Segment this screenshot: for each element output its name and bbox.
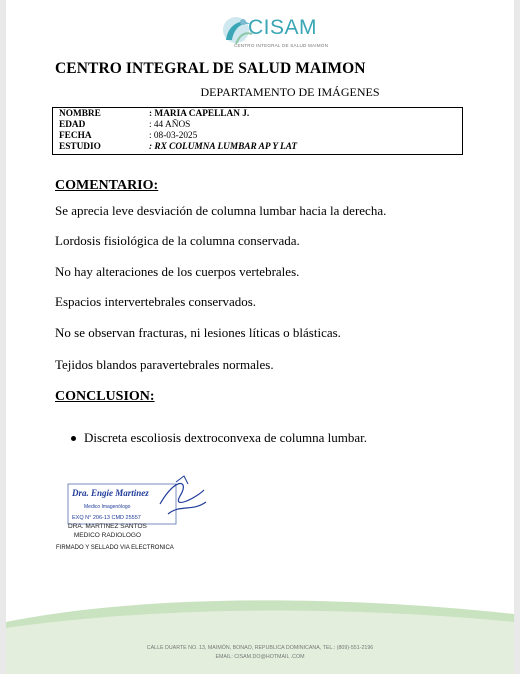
comment-line: Tejidos blandos paravertebrales normales. <box>55 357 274 372</box>
department-title: DEPARTAMENTO DE IMÁGENES <box>200 85 380 99</box>
footer-email: EMAIL: CISAM.DO@HOTMAIL .COM <box>215 654 305 660</box>
info-value: : MARIA CAPELLAN J. <box>149 109 250 119</box>
signature-note: FIRMADO Y SELLADO VIA ELECTRONICA <box>56 545 174 551</box>
logo-wordmark: CISAM <box>248 16 318 39</box>
comment-line: Lordosis fisiológica de la columna conservada. <box>55 233 300 248</box>
comment-line: No se observan fracturas, ni lesiones líticas o blásticas. <box>55 325 341 340</box>
info-value: : RX COLUMNA LUMBAR AP Y LAT <box>149 142 298 152</box>
comment-heading: COMENTARIO: <box>55 178 159 193</box>
footer-address: CALLE DUARTE NO. 13, MAIMÓN, BONAO, REPUBLICA DOMINICANA, TEL.: (809)-551-2196 <box>146 645 374 651</box>
info-label: ESTUDIO <box>59 142 101 152</box>
conclusion-item: Discreta escoliosis dextroconvexa de columna lumbar. <box>84 430 368 445</box>
info-label: EDAD <box>59 120 86 130</box>
stamp-role: Medico Imagenólogo <box>84 504 131 510</box>
signer-block <box>68 522 147 540</box>
info-label: NOMBRE <box>59 109 101 119</box>
bullet-icon <box>71 436 76 441</box>
patient-info-box <box>52 107 463 155</box>
info-value: : 44 AÑOS <box>149 120 191 130</box>
signer-role: MEDICO RADIOLOGO <box>73 532 142 539</box>
comment-line: Espacios intervertebrales conservados. <box>55 294 257 309</box>
comment-line: No hay alteraciones de los cuerpos vertebrales. <box>55 264 300 279</box>
info-label: FECHA <box>59 131 92 141</box>
stamp-exequatur: EXQ N° 206-13 CMD 25557 <box>72 515 141 521</box>
clinic-title: CENTRO INTEGRAL DE SALUD MAIMON <box>55 60 366 77</box>
footer-wave <box>6 592 514 674</box>
report-page <box>6 0 514 674</box>
signer-name: DRA. MARTINEZ SANTOS <box>68 523 147 530</box>
comment-line: Se aprecia leve desviación de columna lumbar hacia la derecha. <box>55 203 387 218</box>
logo-subtitle: CENTRO INTEGRAL DE SALUD MAIMON <box>234 43 329 48</box>
info-value: : 08-03-2025 <box>149 131 198 141</box>
stamp-name: Dra. Engie Martinez <box>72 488 149 498</box>
conclusion-heading: CONCLUSION: <box>55 389 155 404</box>
